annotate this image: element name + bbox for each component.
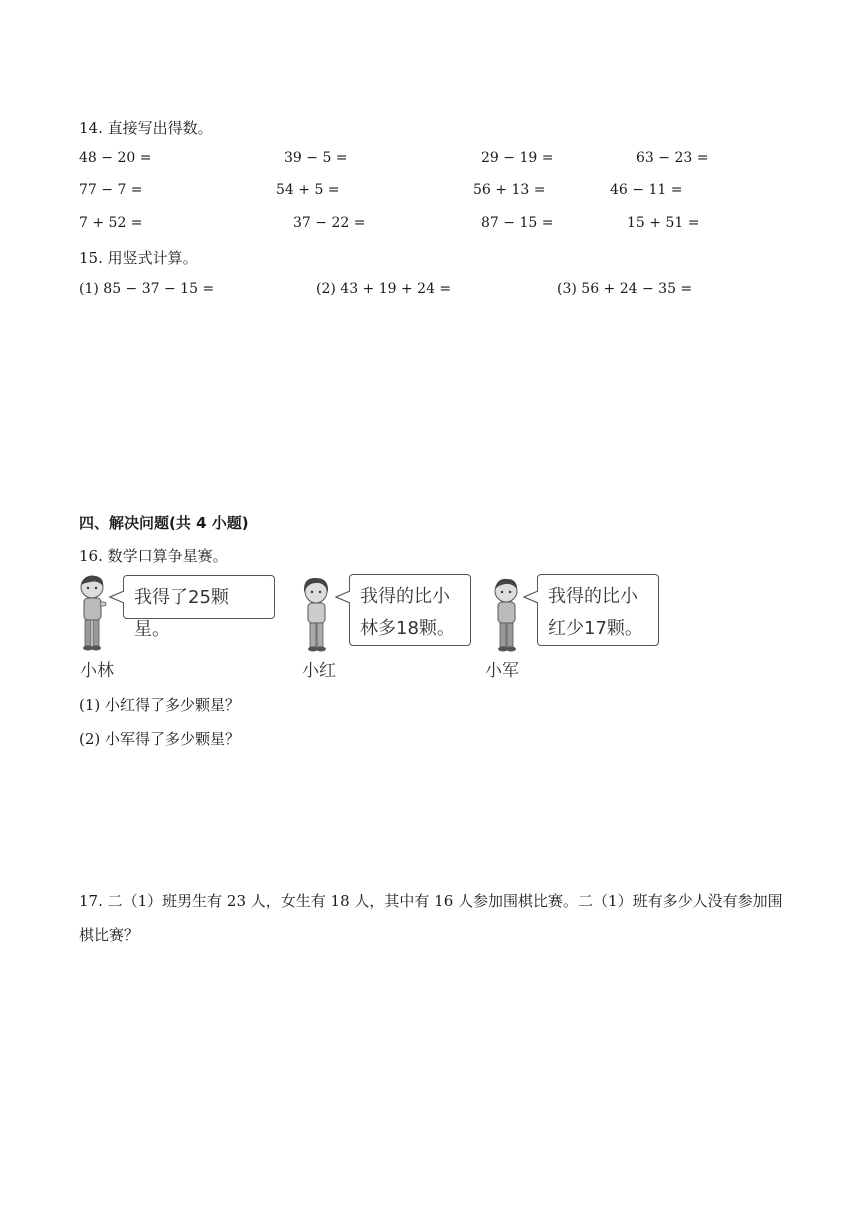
character-name-xiaojun: 小军 (485, 661, 519, 681)
speech-line: 我得的比小 (548, 586, 638, 607)
q14-r2c4: 46 − 11 = (610, 182, 683, 198)
bubble-tail (109, 590, 125, 604)
q15-item-1: (1) 85 − 37 − 15 = (79, 281, 215, 297)
q16-sub-2: (2) 小军得了多少颗星？ (79, 730, 241, 748)
character-name-xiaolin: 小林 (80, 661, 114, 681)
q14-r2c3: 56 + 13 = (473, 182, 546, 198)
q14-r3c3: 87 − 15 = (481, 215, 554, 231)
speech-line: 红少17颗。 (548, 618, 643, 639)
character-name-xiaohong: 小红 (302, 661, 336, 681)
q17-text: 17. 二（1）班男生有 23 人，女生有 18 人，其中有 16 人参加围棋比赛。二（1）班有多少人没有参加围棋比赛？ (79, 892, 783, 944)
speech-bubble-xiaolin (123, 575, 275, 640)
bubble-tail (523, 590, 539, 604)
speech-bubble-xiaohong (349, 574, 471, 646)
q15-item-3: (3) 56 + 24 − 35 = (557, 281, 693, 297)
speech-line: 我得了25颗星。 (134, 587, 229, 640)
girl-xiaohong-illustration (300, 576, 334, 656)
q15-item-2: (2) 43 + 19 + 24 = (316, 281, 452, 297)
speech-bubble-xiaojun (537, 574, 659, 646)
speech-line: 林多18颗。 (360, 618, 455, 639)
q14-r2c2: 54 + 5 = (276, 182, 340, 198)
section-heading: 四、解决问题(共 4 小题) (79, 514, 249, 532)
q16-sub-1: (1) 小红得了多少颗星？ (79, 696, 241, 714)
q14-title: 14. 直接写出得数。 (79, 119, 213, 137)
boy-xiaolin-illustration (76, 574, 110, 654)
q14-r1c3: 29 − 19 = (481, 150, 554, 166)
q14-r3c2: 37 − 22 = (293, 215, 366, 231)
q14-r2c1: 77 − 7 = (79, 182, 143, 198)
bubble-tail (335, 590, 351, 604)
boy-xiaojun-illustration (490, 576, 524, 656)
q15-title: 15. 用竖式计算。 (79, 249, 198, 267)
q14-r3c1: 7 + 52 = (79, 215, 143, 231)
q14-r1c1: 48 − 20 = (79, 150, 152, 166)
q14-r1c4: 63 − 23 = (636, 150, 709, 166)
speech-line: 我得的比小 (360, 586, 450, 607)
q14-r1c2: 39 − 5 = (284, 150, 348, 166)
q14-r3c4: 15 + 51 = (627, 215, 700, 231)
q16-title: 16. 数学口算争星赛。 (79, 547, 228, 565)
